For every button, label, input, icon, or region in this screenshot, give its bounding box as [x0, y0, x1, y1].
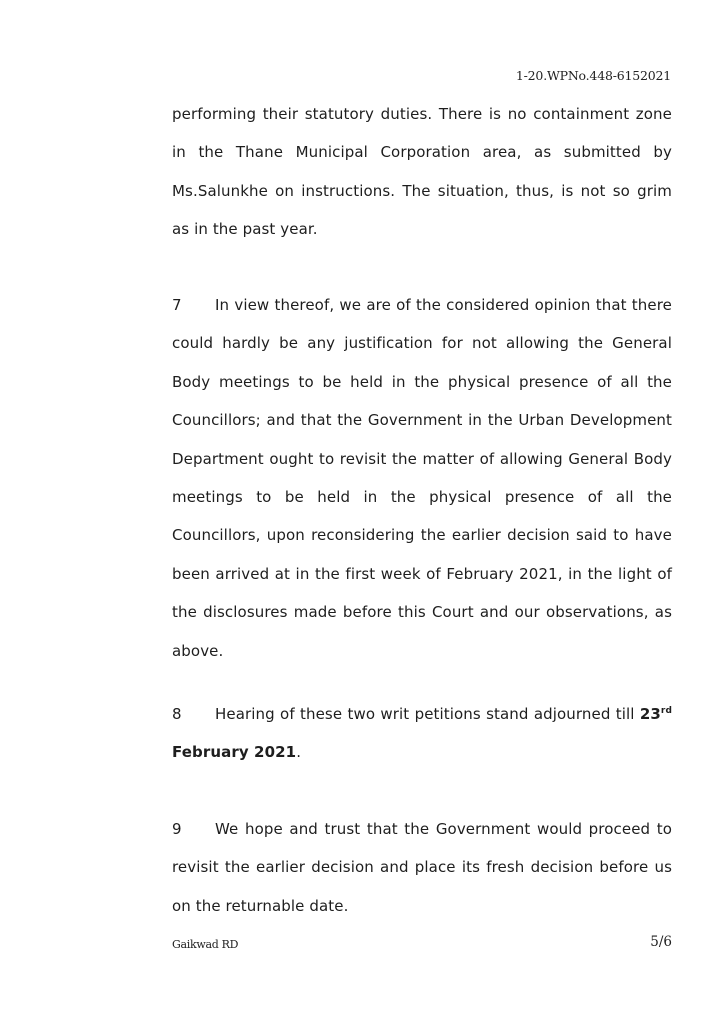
paragraph-text: Hearing of these two writ petitions stand adjourned till [215, 705, 635, 723]
footer-author: Gaikwad RD [172, 938, 239, 951]
paragraph-number: 9 [172, 820, 182, 838]
paragraph-text: performing their statutory duties. There is no containment zone in the Thane Municipal Corporation area, as submitted by Ms.Salunkhe on instructions. The situation, thus, is not so grim as in the past year. [172, 105, 672, 239]
paragraph-text: In view thereof, we are of the considered opinion that there could hardly be any justification for not allowing the General Body meetings to be held in the physical presence of all the Councillors; and that the Government in the Urban Development Department ought to revisit the matter of allowing General Body meetings to be held in the physical presence of all the Councillors, upon reconsidering the earlier decision said to have been arrived at in the first week of February 2021, in the light of the disclosures made before this Court and our observations, as above. [172, 296, 672, 660]
paragraph-9 [172, 810, 672, 925]
paragraph-8: 8 Hearing of these two writ petitions stand adjourned till 23rd February 2021. [172, 695, 672, 772]
paragraph-text: We hope and trust that the Government would proceed to revisit the earlier decision and place its fresh decision before us on the returnable date. [172, 820, 672, 915]
adjourned-date: 23rd February 2021 [172, 705, 672, 762]
paragraph-number: 7 [172, 296, 182, 314]
page-number: 5/6 [650, 934, 672, 950]
paragraph-7 [172, 286, 672, 670]
paragraph-6-continued [172, 95, 672, 249]
case-reference-header: 1-20.WPNo.448-6152021 [515, 68, 671, 83]
paragraph-number: 8 [172, 705, 182, 723]
